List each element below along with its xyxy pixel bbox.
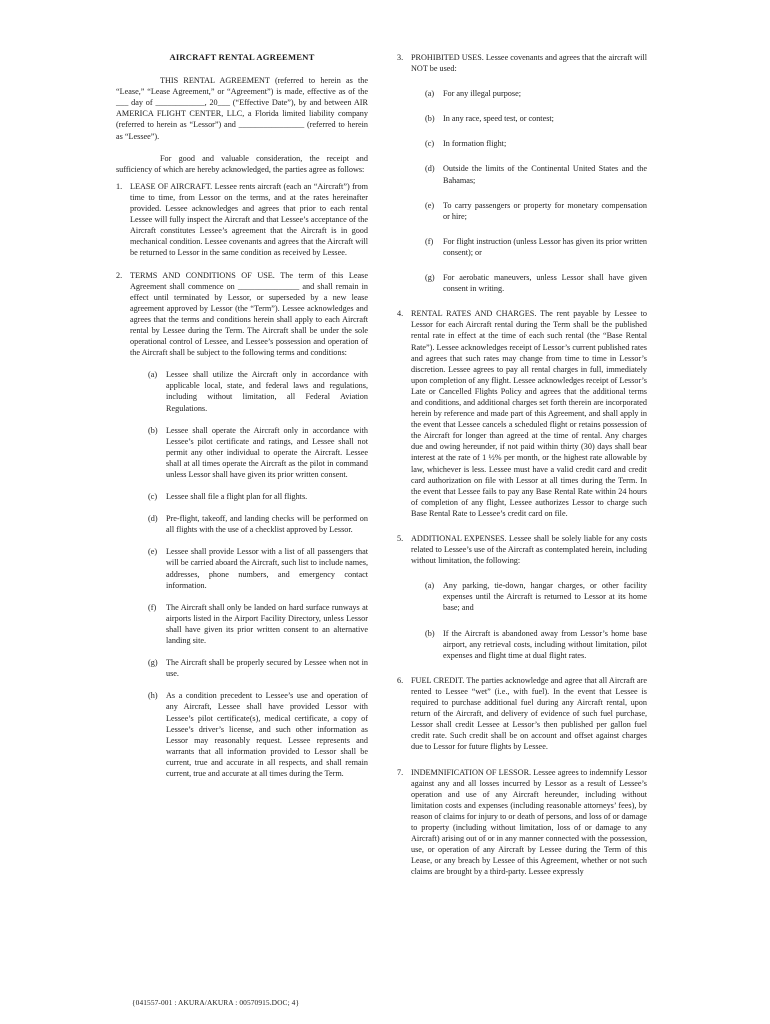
clause-3b-text: In any race, speed test, or contest;	[443, 114, 554, 124]
clause-3e-text: To carry passengers or property for monetary compensation or hire;	[443, 200, 647, 221]
clause-2h-text: As a condition precedent to Lessee’s use and operation of any Aircraft, Lessee shall have provided Lessor with Lessee’s pilot certificate(s), medical certificate, a copy of Lessee’s driver’s license, and such other information as Lessor may reasonably request. Lessee represents and warrants that all information provided to Lessor shall be current, true and accurate in all respects, and shall remain current, true and accurate at all times during the Term.	[166, 691, 368, 778]
clause-label: (c)	[148, 492, 158, 502]
intro-paragraph: THIS RENTAL AGREEMENT (referred to herein as the “Lease,” “Lease Agreement,” or “Agreement”) is made, effective as of the ___ day of ____________, 20___ (“Effective Date”), by and between AIR AMERICA FLIGHT CENTER, LLC, a Florida limited liability company (referred to herein as “Lessor”) and ________________ (referred to herein as “Lessee”).	[116, 76, 368, 141]
clause-3g-text: For aerobatic maneuvers, unless Lessor shall have given consent in writing.	[443, 273, 647, 294]
clause-3d-text: Outside the limits of the Continental United States and the Bahamas;	[443, 164, 647, 185]
clause-2c-text: Lessee shall file a flight plan for all flights.	[166, 492, 308, 502]
clause-2c	[148, 491, 368, 502]
clause-2f	[148, 602, 368, 646]
clause-2g	[148, 657, 368, 679]
section-7-text: INDEMNIFICATION OF LESSOR. Lessee agrees to indemnify Lessor against any and all losses incurred by Lessor as a result of Lessee’s operation and use of any Aircraft hereunder, including without limitation costs and expenses (including reasonable attorneys’ fees), by reason of claims for injury to or death of persons, and loss of or damage to property (including without limitation, loss of or damage to any Aircraft) arising out of or in any manner connected with the possession, use, or operation of any Aircraft by Lessee during the Term of this Lease, or any breach by Lessee of this Agreement, whether or not such claims are brought by a third-party. Lessee expressly	[411, 767, 647, 877]
document-title: AIRCRAFT RENTAL AGREEMENT	[169, 52, 315, 62]
clause-5b-text: If the Aircraft is abandoned away from Lessor’s home base airport, any retrieval costs, including without limitation, pilot expenses and flight time at dual flight rates.	[443, 628, 647, 660]
clause-3g	[425, 272, 647, 294]
clause-2h	[148, 690, 368, 779]
section-number: 4.	[397, 309, 404, 319]
clause-3a-text: For any illegal purpose;	[443, 89, 521, 99]
clause-label: (a)	[148, 370, 158, 380]
clause-label: (d)	[148, 514, 158, 524]
section-number: 1.	[116, 181, 123, 191]
section-3	[397, 52, 647, 74]
clause-label: (c)	[425, 139, 435, 149]
section-2-text: TERMS AND CONDITIONS OF USE. The term of this Lease Agreement shall commence on _______________ and shall remain in effect until terminated by Lessor, or superseded by a new lease agreement approved by Lessor (the “Term”). Lessee acknowledges and agrees that the terms and conditions herein shall apply to each Aircraft rental by Lessee during the Term. The Aircraft shall be under the sole operational control of Lessee, and Lessee’s possession and operation of the Aircraft shall be subject to the following terms and conditions:	[130, 270, 368, 358]
section-4	[397, 308, 647, 519]
clause-label: (b)	[425, 114, 435, 124]
section-6	[397, 675, 647, 753]
section-5	[397, 533, 647, 566]
clause-3a	[425, 88, 647, 99]
clause-3f	[425, 236, 647, 258]
clause-3f-text: For flight instruction (unless Lessor has given its prior written consent); or	[443, 236, 647, 257]
right-column	[397, 52, 647, 877]
clause-5b	[425, 628, 647, 661]
section-1	[116, 181, 368, 259]
document-footer-id: {041557-001 : AKURA/AKURA : 00570915.DOC; 4}	[132, 998, 300, 1007]
clause-5a-text: Any parking, tie-down, hangar charges, or other facility expenses until the Aircraft is returned to Lessor at its home base; and	[443, 581, 647, 613]
clause-label: (d)	[425, 164, 435, 174]
clause-label: (e)	[148, 547, 158, 557]
section-1-text: LEASE OF AIRCRAFT. Lessee rents aircraft (each an “Aircraft”) from time to time, from Lessor on the terms, and at the rates hereinafter provided. Lessee acknowledges and agrees that prior to each rental Lessee will fully inspect the Aircraft and that Lessee’s acceptance of the Aircraft constitutes Lessee’s agreement that the Aircraft is in good mechanical condition. Lessee covenants and agrees that the Aircraft will be returned to Lessor in the same condition as received by Lessee.	[130, 181, 368, 258]
clause-label: (b)	[148, 425, 158, 435]
section-5-text: ADDITIONAL EXPENSES. Lessee shall be solely liable for any costs related to Lessee’s use of the Aircraft as contemplated herein, including without limitation, the following:	[411, 534, 647, 566]
clause-2g-text: The Aircraft shall be properly secured by Lessee when not in use.	[166, 658, 368, 679]
section-number: 6.	[397, 675, 404, 685]
section-6-text: FUEL CREDIT. The parties acknowledge and agree that all Aircraft are rented to Lessee “wet” (i.e., with fuel). In the event that Lessee is required to purchase additional fuel during any Aircraft rental, upon return of the Aircraft, and delivery of evidence of such fuel purchase, Lessor shall credit Lessee at Lessor’s then published per gallon fuel credit rate. Such credit shall be on account and offset against charges due to Lessor for future flights by Lessee.	[411, 675, 647, 752]
clause-label: (g)	[148, 658, 158, 668]
clause-2a-text: Lessee shall utilize the Aircraft only in accordance with applicable local, state, and federal laws and regulations, including without limitation, all Federal Aviation Regulations.	[166, 370, 368, 413]
clause-label: (g)	[425, 273, 435, 283]
left-column	[116, 52, 368, 779]
section-3-text: PROHIBITED USES. Lessee covenants and agrees that the aircraft will NOT be used:	[411, 53, 647, 74]
clause-3d	[425, 163, 647, 185]
clause-2e	[148, 546, 368, 590]
clause-2f-text: The Aircraft shall only be landed on hard surface runways at airports listed in the Airport Facility Directory, unless Lessor shall have given its prior written consent to an alternative landing site.	[166, 602, 368, 646]
clause-label: (h)	[148, 691, 158, 701]
clause-2e-text: Lessee shall provide Lessor with a list of all passengers that will be carried aboard the Aircraft, such list to include names, addresses, phone numbers, and emergency contact information.	[166, 547, 368, 590]
consideration-paragraph: For good and valuable consideration, the receipt and sufficiency of which are hereby acknowledged, the parties agree as follows:	[116, 153, 368, 174]
clause-2a	[148, 369, 368, 413]
section-number: 7.	[397, 767, 404, 777]
clause-label: (f)	[148, 602, 157, 612]
clause-2d	[148, 513, 368, 535]
section-number: 5.	[397, 534, 404, 543]
clause-3c-text: In formation flight;	[443, 139, 507, 149]
clause-2b-text: Lessee shall operate the Aircraft only in accordance with Lessee’s pilot certificate and ratings, and Lessee shall not permit any other individual to operate the Aircraft. Lessee shall at all times operate the Aircraft as the pilot in command unless Lessor shall have given its prior written consent.	[166, 425, 368, 479]
clause-label: (b)	[425, 628, 435, 638]
clause-label: (a)	[425, 581, 435, 591]
clause-3b	[425, 113, 647, 124]
clause-5a	[425, 580, 647, 613]
section-7	[397, 767, 647, 878]
clause-3c	[425, 138, 647, 149]
section-number: 2.	[116, 270, 123, 280]
clause-label: (f)	[425, 236, 434, 246]
clause-3e	[425, 200, 647, 222]
clause-label: (a)	[425, 89, 435, 99]
clause-label: (e)	[425, 200, 435, 210]
section-2	[116, 270, 368, 359]
clause-2b	[148, 425, 368, 480]
clause-2d-text: Pre-flight, takeoff, and landing checks will be performed on all flights with the use of a checklist approved by Lessor.	[166, 514, 368, 535]
section-4-text: RENTAL RATES AND CHARGES. The rent payable by Lessee to Lessor for each Aircraft rental during the Term shall be the published rental rate in effect at the time of each such rental (the “Base Rental Rate”). Lessee acknowledges receipt of Lessor’s current published rates and agrees that such rates may change from time to time in Lessor’s discretion. Lessee agrees to pay all rental charges in full, immediately upon completion of any flight. Lessee acknowledges receipt of Lessor’s Late or Cancelled Flights Policy and agrees that the additional terms and conditions, and additional charges set forth therein are incorporated herein by reference and made part of this Agreement, and shall apply in the event that Lessee cancels a scheduled flight or retains possession of the Aircraft for longer than agreed at the time of rental. Any charges due and owing hereunder, if not paid within thirty (30) days shall bear interest at the rate of 1 ½% per month, or the highest rate allowable by law, whichever is less. Lessee must have a valid credit card and credit card authorization on file with Lessor at all times during the Term. In the event that Lessee fails to pay any Base Rental Rate within 24 hours of completion of any flight, Lessee authorizes Lessor to charge such Base Rental Rate to Lessee’s credit card on file.	[411, 309, 647, 518]
section-number: 3.	[397, 53, 404, 62]
